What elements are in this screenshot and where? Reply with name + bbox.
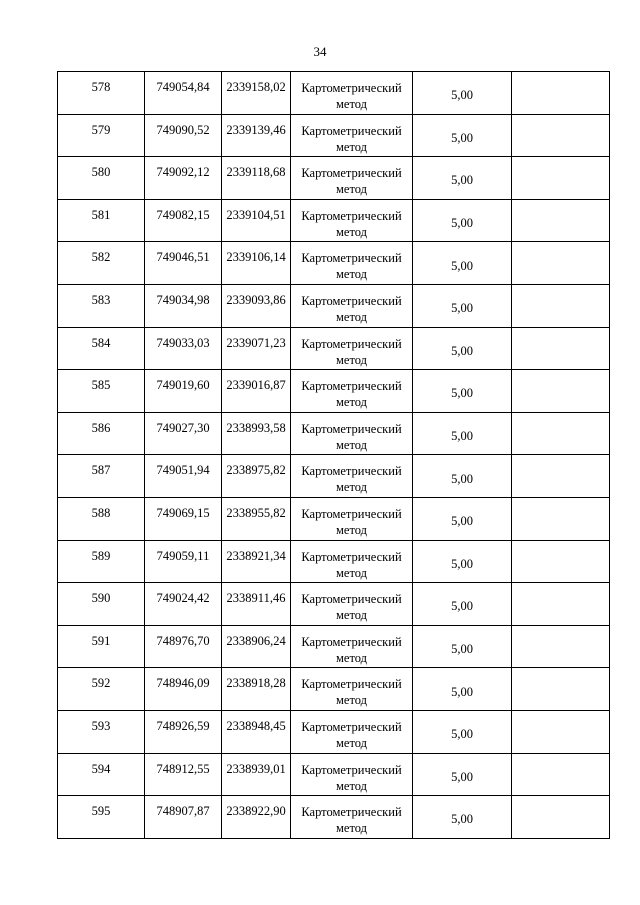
table-row [58,710,610,753]
y-coordinate-cell: 2339118,68 [222,157,291,200]
y-coordinate-cell: 2338911,46 [222,583,291,626]
x-coordinate-cell: 748976,70 [145,625,222,668]
extra-cell [512,668,610,711]
accuracy-cell: 5,00 [413,455,512,498]
point-number-cell: 593 [58,710,145,753]
accuracy-cell: 5,00 [413,710,512,753]
method-cell: Картометрический метод [291,796,413,839]
extra-cell [512,199,610,242]
table-row [58,157,610,200]
table-row [58,796,610,839]
page-number: 34 [313,44,327,59]
method-cell: Картометрический метод [291,242,413,285]
point-number-cell: 584 [58,327,145,370]
table-row [58,242,610,285]
accuracy-cell: 5,00 [413,327,512,370]
extra-cell [512,72,610,115]
table-row [58,370,610,413]
accuracy-cell: 5,00 [413,157,512,200]
y-coordinate-cell: 2338939,01 [222,753,291,796]
accuracy-cell: 5,00 [413,625,512,668]
point-number-cell: 579 [58,114,145,157]
extra-cell [512,710,610,753]
extra-cell [512,284,610,327]
extra-cell [512,370,610,413]
table-row [58,625,610,668]
point-number-cell: 587 [58,455,145,498]
accuracy-cell: 5,00 [413,753,512,796]
point-number-cell: 583 [58,284,145,327]
extra-cell [512,455,610,498]
point-number-cell: 589 [58,540,145,583]
extra-cell [512,540,610,583]
accuracy-cell: 5,00 [413,370,512,413]
table-row [58,327,610,370]
y-coordinate-cell: 2338906,24 [222,625,291,668]
method-cell: Картометрический метод [291,497,413,540]
method-cell: Картометрический метод [291,72,413,115]
table-row [58,668,610,711]
extra-cell [512,114,610,157]
method-cell: Картометрический метод [291,753,413,796]
x-coordinate-cell: 749051,94 [145,455,222,498]
accuracy-cell: 5,00 [413,668,512,711]
point-number-cell: 594 [58,753,145,796]
point-number-cell: 578 [58,72,145,115]
x-coordinate-cell: 749024,42 [145,583,222,626]
y-coordinate-cell: 2339158,02 [222,72,291,115]
x-coordinate-cell: 748912,55 [145,753,222,796]
accuracy-cell: 5,00 [413,497,512,540]
point-number-cell: 591 [58,625,145,668]
accuracy-cell: 5,00 [413,412,512,455]
y-coordinate-cell: 2338955,82 [222,497,291,540]
y-coordinate-cell: 2339071,23 [222,327,291,370]
y-coordinate-cell: 2339139,46 [222,114,291,157]
x-coordinate-cell: 748946,09 [145,668,222,711]
accuracy-cell: 5,00 [413,540,512,583]
point-number-cell: 592 [58,668,145,711]
method-cell: Картометрический метод [291,455,413,498]
x-coordinate-cell: 749054,84 [145,72,222,115]
accuracy-cell: 5,00 [413,284,512,327]
extra-cell [512,327,610,370]
table-row [58,583,610,626]
method-cell: Картометрический метод [291,199,413,242]
y-coordinate-cell: 2339104,51 [222,199,291,242]
accuracy-cell: 5,00 [413,72,512,115]
accuracy-cell: 5,00 [413,583,512,626]
extra-cell [512,412,610,455]
accuracy-cell: 5,00 [413,796,512,839]
y-coordinate-cell: 2338948,45 [222,710,291,753]
extra-cell [512,625,610,668]
point-number-cell: 580 [58,157,145,200]
x-coordinate-cell: 749033,03 [145,327,222,370]
point-number-cell: 582 [58,242,145,285]
x-coordinate-cell: 749059,11 [145,540,222,583]
table-row [58,540,610,583]
x-coordinate-cell: 749082,15 [145,199,222,242]
table-row [58,455,610,498]
y-coordinate-cell: 2339016,87 [222,370,291,413]
x-coordinate-cell: 748907,87 [145,796,222,839]
y-coordinate-cell: 2338921,34 [222,540,291,583]
x-coordinate-cell: 748926,59 [145,710,222,753]
table-row [58,72,610,115]
y-coordinate-cell: 2338993,58 [222,412,291,455]
y-coordinate-cell: 2338922,90 [222,796,291,839]
x-coordinate-cell: 749027,30 [145,412,222,455]
x-coordinate-cell: 749034,98 [145,284,222,327]
method-cell: Картометрический метод [291,284,413,327]
method-cell: Картометрический метод [291,710,413,753]
extra-cell [512,497,610,540]
method-cell: Картометрический метод [291,668,413,711]
accuracy-cell: 5,00 [413,114,512,157]
extra-cell [512,753,610,796]
table-row [58,284,610,327]
x-coordinate-cell: 749046,51 [145,242,222,285]
table-row [58,753,610,796]
y-coordinate-cell: 2338918,28 [222,668,291,711]
extra-cell [512,583,610,626]
point-number-cell: 586 [58,412,145,455]
method-cell: Картометрический метод [291,540,413,583]
method-cell: Картометрический метод [291,625,413,668]
method-cell: Картометрический метод [291,157,413,200]
point-number-cell: 585 [58,370,145,413]
extra-cell [512,242,610,285]
y-coordinate-cell: 2338975,82 [222,455,291,498]
method-cell: Картометрический метод [291,114,413,157]
method-cell: Картометрический метод [291,327,413,370]
table-row [58,412,610,455]
coordinates-table [57,71,610,839]
point-number-cell: 590 [58,583,145,626]
y-coordinate-cell: 2339093,86 [222,284,291,327]
point-number-cell: 581 [58,199,145,242]
x-coordinate-cell: 749092,12 [145,157,222,200]
x-coordinate-cell: 749019,60 [145,370,222,413]
point-number-cell: 588 [58,497,145,540]
extra-cell [512,796,610,839]
accuracy-cell: 5,00 [413,199,512,242]
x-coordinate-cell: 749069,15 [145,497,222,540]
point-number-cell: 595 [58,796,145,839]
method-cell: Картометрический метод [291,583,413,626]
x-coordinate-cell: 749090,52 [145,114,222,157]
extra-cell [512,157,610,200]
table-body [58,72,610,839]
method-cell: Картометрический метод [291,412,413,455]
table-row [58,497,610,540]
method-cell: Картометрический метод [291,370,413,413]
accuracy-cell: 5,00 [413,242,512,285]
y-coordinate-cell: 2339106,14 [222,242,291,285]
table-row [58,114,610,157]
table-row [58,199,610,242]
